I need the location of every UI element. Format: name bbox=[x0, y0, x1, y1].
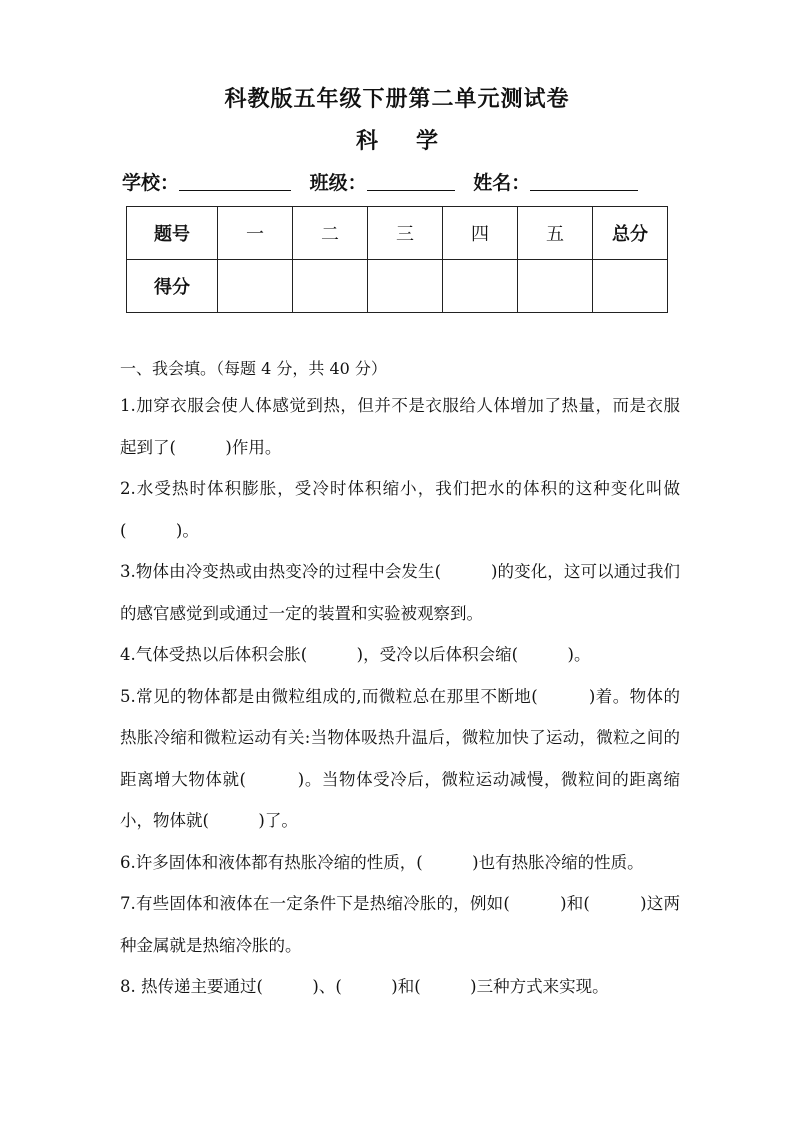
student-info-row bbox=[122, 168, 638, 195]
question-6: 6.许多固体和液体都有热胀冷缩的性质，( )也有热胀冷缩的性质。 bbox=[120, 852, 644, 872]
school-field[interactable] bbox=[179, 172, 291, 191]
school-label: 学校： bbox=[122, 172, 180, 194]
subject-title: 科学 bbox=[355, 128, 476, 154]
class-field[interactable] bbox=[367, 172, 455, 191]
section-heading: 一、我会填。（每题 4 分，共 40 分） bbox=[120, 359, 387, 378]
score-col-1: 一 bbox=[218, 207, 293, 260]
score-row-label: 得分 bbox=[127, 260, 218, 313]
question-1: 1.加穿衣服会使人体感觉到热，但并不是衣服给人体增加了热量，而是衣服起到了( )作用。 bbox=[120, 396, 680, 457]
question-7: 7.有些固体和液体在一定条件下是热缩冷胀的，例如( )和( )这两种金属就是热缩冷胀的。 bbox=[120, 894, 680, 955]
score-col-2: 二 bbox=[293, 207, 368, 260]
class-label: 班级： bbox=[309, 172, 367, 194]
question-3: 3.物体由冷变热或由热变冷的过程中会发生( )的变化，这可以通过我们的感官感觉到或通过一定的装置和实验被观察到。 bbox=[120, 562, 680, 623]
name-field[interactable] bbox=[530, 172, 638, 191]
question-8: 8. 热传递主要通过( )、( )和( )三种方式来实现。 bbox=[120, 977, 609, 996]
name-label: 姓名： bbox=[473, 172, 531, 194]
score-cell-1[interactable] bbox=[218, 260, 293, 313]
question-5: 5.常见的物体都是由微粒组成的,而微粒总在那里不断地( )着。物体的热胀冷缩和微粒运动有关:当物体吸热升温后，微粒加快了运动，微粒之间的距离增大物体就( )。当物体受冷后，微粒运动减慢，微粒间的距离缩小，物体就( )了。 bbox=[120, 686, 680, 830]
score-col-3: 三 bbox=[368, 207, 443, 260]
score-table bbox=[126, 206, 668, 313]
score-col-total: 总分 bbox=[593, 207, 668, 260]
question-list bbox=[120, 385, 680, 1008]
question-2: 2.水受热时体积膨胀，受冷时体积缩小，我们把水的体积的这种变化叫做( )。 bbox=[120, 479, 680, 540]
score-table-header-row bbox=[127, 207, 668, 260]
score-cell-5[interactable] bbox=[518, 260, 593, 313]
score-cell-total[interactable] bbox=[593, 260, 668, 313]
score-table-score-row bbox=[127, 260, 668, 313]
score-col-4: 四 bbox=[443, 207, 518, 260]
score-cell-2[interactable] bbox=[293, 260, 368, 313]
test-title: 科教版五年级下册第二单元测试卷 bbox=[224, 86, 570, 112]
question-4: 4.气体受热以后体积会胀( )，受冷以后体积会缩( )。 bbox=[120, 645, 591, 664]
question-number-header: 题号 bbox=[127, 207, 218, 260]
score-cell-3[interactable] bbox=[368, 260, 443, 313]
score-col-5: 五 bbox=[518, 207, 593, 260]
score-cell-4[interactable] bbox=[443, 260, 518, 313]
